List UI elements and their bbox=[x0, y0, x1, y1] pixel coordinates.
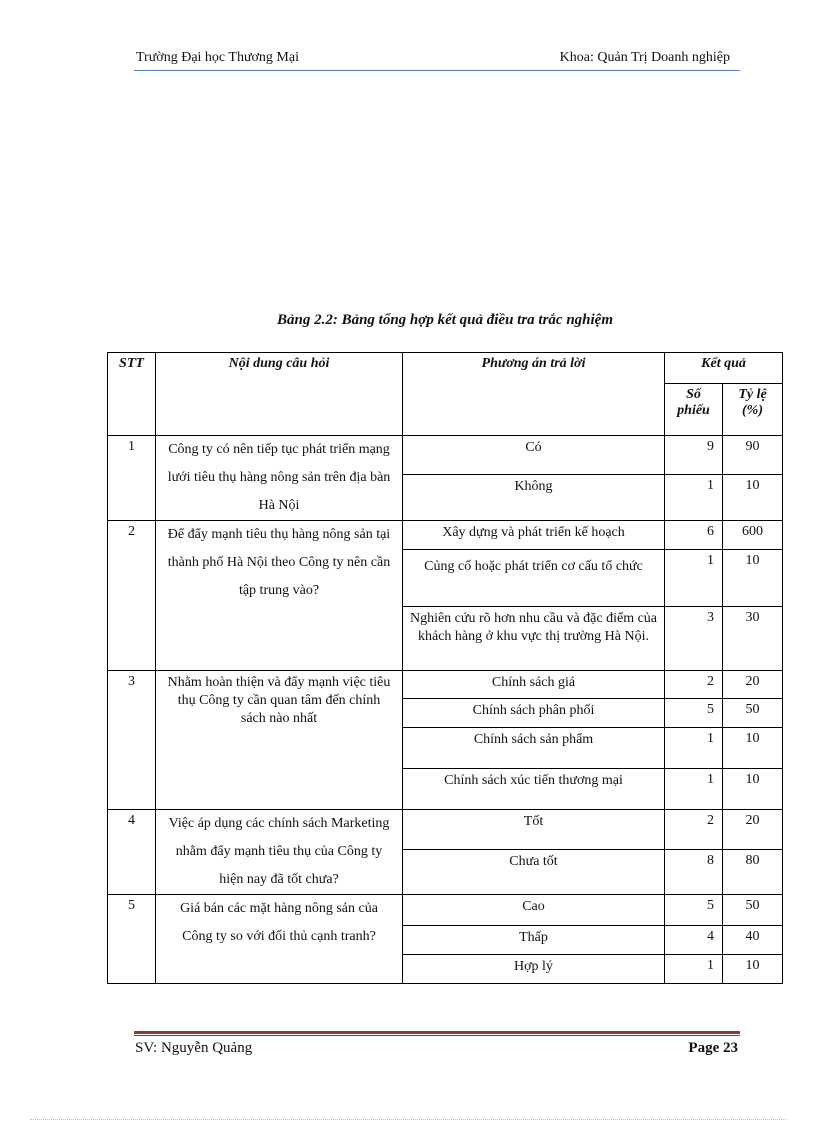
row-4-stt: 4 bbox=[108, 810, 156, 895]
row-5-option-1-percent: 50 bbox=[723, 895, 783, 926]
row-3-option-2-votes: 5 bbox=[665, 699, 723, 728]
survey-results-table bbox=[107, 352, 783, 984]
row-2-option-1: Xây dựng và phát triển kế hoạch bbox=[403, 521, 665, 550]
row-5-option-1: Cao bbox=[403, 895, 665, 926]
header-question: Nội dung câu hỏi bbox=[156, 353, 403, 436]
row-3-option-3: Chính sách sản phẩm bbox=[403, 728, 665, 769]
row-5-option-3-votes: 1 bbox=[665, 955, 723, 984]
row-2-option-2-votes: 1 bbox=[665, 550, 723, 607]
row-5-option-2-votes: 4 bbox=[665, 926, 723, 955]
row-4-option-2-votes: 8 bbox=[665, 850, 723, 895]
header-options: Phương án trả lời bbox=[403, 353, 665, 436]
row-1-option-1-percent: 90 bbox=[723, 436, 783, 475]
student-name: SV: Nguyễn Quảng bbox=[135, 1040, 253, 1056]
page-bottom-dotted-line bbox=[30, 1119, 786, 1120]
row-3-option-1: Chính sách giá bbox=[403, 671, 665, 699]
row-3-option-3-percent: 10 bbox=[723, 728, 783, 769]
row-4-question: Việc áp dụng các chính sách Marketing nhằm đẩy mạnh tiêu thụ của Công ty hiện nay đã tốt chưa? bbox=[156, 810, 403, 895]
footer-divider-thin bbox=[134, 1035, 740, 1036]
page-header bbox=[134, 50, 740, 71]
row-1-stt: 1 bbox=[108, 436, 156, 521]
row-1-option-2-votes: 1 bbox=[665, 474, 723, 520]
row-5-option-2: Thấp bbox=[403, 926, 665, 955]
footer-divider-thick bbox=[134, 1031, 740, 1034]
page-number: Page 23 bbox=[688, 1040, 738, 1056]
row-1-option-2-percent: 10 bbox=[723, 474, 783, 520]
row-1-question: Công ty có nên tiếp tục phát triển mạng lưới tiêu thụ hàng nông sản trên địa bàn Hà Nội bbox=[156, 436, 403, 521]
row-3-option-2: Chính sách phân phối bbox=[403, 699, 665, 728]
row-3-option-1-percent: 20 bbox=[723, 671, 783, 699]
row-5-question: Giá bán các mặt hàng nông sản của Công ty so với đối thủ cạnh tranh? bbox=[156, 895, 403, 984]
row-2-option-3-percent: 30 bbox=[723, 607, 783, 671]
row-5-option-1-votes: 5 bbox=[665, 895, 723, 926]
row-3-stt: 3 bbox=[108, 671, 156, 810]
row-2-option-2: Củng cố hoặc phát triển cơ cấu tổ chức bbox=[403, 550, 665, 607]
row-2-question: Để đẩy mạnh tiêu thụ hàng nông sản tại thành phố Hà Nội theo Công ty nên cần tập trung vào? bbox=[156, 521, 403, 671]
row-2-option-3-votes: 3 bbox=[665, 607, 723, 671]
row-5-option-2-percent: 40 bbox=[723, 926, 783, 955]
school-name: Trường Đại học Thương Mại bbox=[136, 50, 299, 65]
row-3-option-2-percent: 50 bbox=[723, 699, 783, 728]
row-4-option-1-votes: 2 bbox=[665, 810, 723, 850]
row-1-option-2: Không bbox=[403, 474, 665, 520]
row-4-option-2: Chưa tốt bbox=[403, 850, 665, 895]
table-caption: Bảng 2.2: Bảng tổng hợp kết quả điều tra trắc nghiệm bbox=[276, 312, 614, 328]
row-2-option-1-percent: 600 bbox=[723, 521, 783, 550]
row-3-option-4-percent: 10 bbox=[723, 769, 783, 810]
row-4-option-1: Tốt bbox=[403, 810, 665, 850]
row-5-option-3-percent: 10 bbox=[723, 955, 783, 984]
faculty-name: Khoa: Quản Trị Doanh nghiệp bbox=[559, 50, 730, 65]
row-5-option-3: Hợp lý bbox=[403, 955, 665, 984]
row-2-option-2-percent: 10 bbox=[723, 550, 783, 607]
row-1-option-1: Có bbox=[403, 436, 665, 475]
row-2-option-1-votes: 6 bbox=[665, 521, 723, 550]
header-result: Kết quả bbox=[665, 353, 783, 384]
row-4-option-2-percent: 80 bbox=[723, 850, 783, 895]
row-1-option-1-votes: 9 bbox=[665, 436, 723, 475]
header-stt: STT bbox=[108, 353, 156, 436]
row-3-option-4: Chính sách xúc tiến thương mại bbox=[403, 769, 665, 810]
row-3-option-4-votes: 1 bbox=[665, 769, 723, 810]
row-3-option-1-votes: 2 bbox=[665, 671, 723, 699]
row-2-option-3: Nghiên cứu rõ hơn nhu cầu và đặc điểm của khách hàng ở khu vực thị trường Hà Nội. bbox=[403, 607, 665, 671]
header-votes: Số phiếu bbox=[665, 384, 723, 436]
row-2-stt: 2 bbox=[108, 521, 156, 671]
row-5-stt: 5 bbox=[108, 895, 156, 984]
row-3-option-3-votes: 1 bbox=[665, 728, 723, 769]
row-3-question: Nhằm hoàn thiện và đẩy mạnh việc tiêu thụ Công ty cần quan tâm đến chính sách nào nhất bbox=[156, 671, 403, 810]
header-percent: Tỷ lệ (%) bbox=[723, 384, 783, 436]
row-4-option-1-percent: 20 bbox=[723, 810, 783, 850]
